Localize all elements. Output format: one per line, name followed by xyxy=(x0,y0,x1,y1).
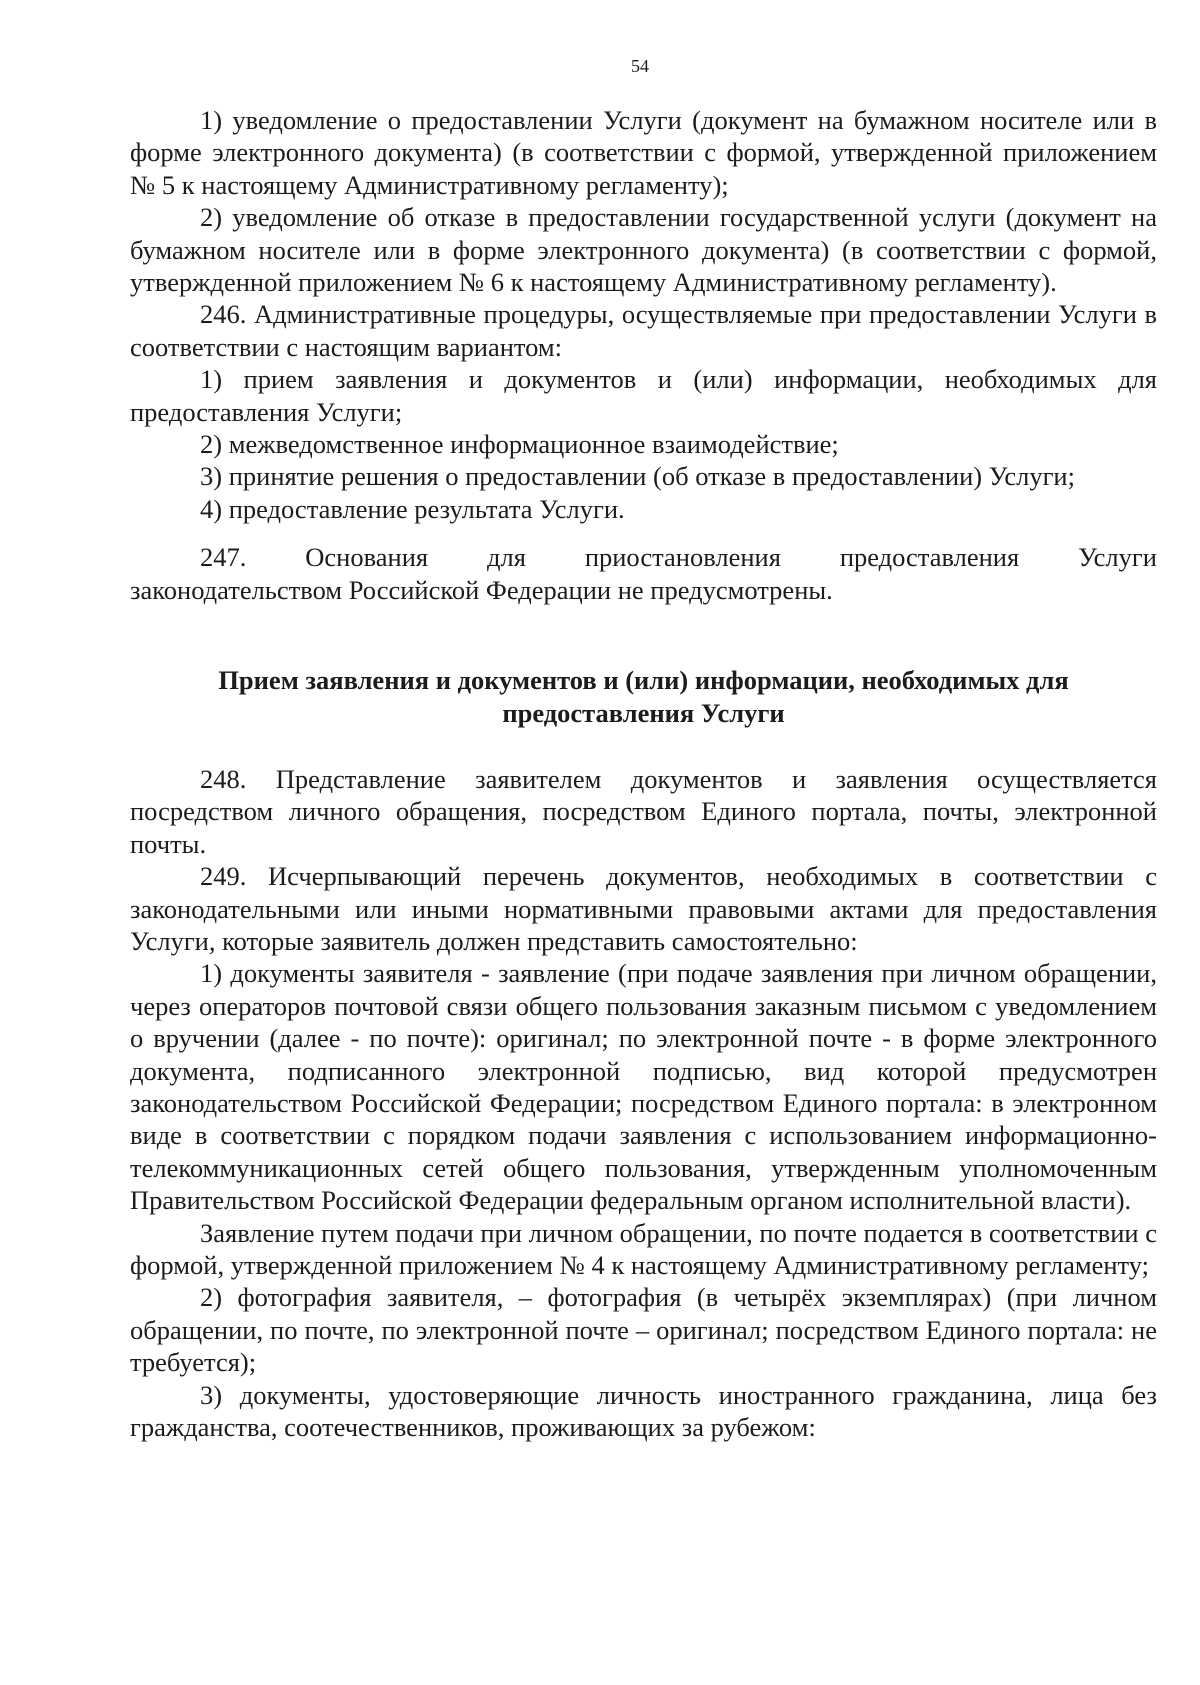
page-number: 54 xyxy=(631,56,649,76)
paragraph-247-continuation: законодательством Российской Федерации не предусмотрены. xyxy=(130,574,833,605)
paragraph-notification-provision: 1) уведомление о предоставлении Услуги (документ на бумажном носителе или в форме электронного документа) (в соответствии с формой, утвержденной приложением № 5 к настоящему Административному регламенту); xyxy=(130,105,1157,200)
list-item-photo: 2) фотография заявителя, – фотография (в четырёх экземплярах) (при личном обращении, по почте, по электронной почте – оригинал; посредством Единого портала: не требуется); xyxy=(130,1282,1157,1378)
p247-word: Основания xyxy=(305,542,429,573)
paragraph-246: 246. Административные процедуры, осуществляемые при предоставлении Услуги в соответствии с настоящим вариантом: xyxy=(130,299,1157,362)
list-item-applicant-documents: 1) документы заявителя - заявление (при подаче заявления при личном обращении, через операторов почтовой связи общего пользования заказным письмом с уведомлением о вручении (далее - по почте): оригинал; по электронной почте - в форме электронного документа, подписанного электронной подписью, вид которой предусмотрен законодательством Российской Федерации; посредством Единого портала: в электронном виде в соответствии с порядком подачи заявления с использованием информационно-телекоммуникационных сетей общего пользования, утвержденным уполномоченным Правительством Российской Федерации федеральным органом исполнительной власти). xyxy=(130,958,1157,1216)
paragraph-247 xyxy=(130,541,1157,606)
p247-word: для xyxy=(487,542,526,573)
p247-word: Услуги xyxy=(1078,542,1157,573)
paragraph-247-first-line xyxy=(130,541,1157,573)
list-item-identity-documents: 3) документы, удостоверяющие личность иностранного гражданина, лица без гражданства, соотечественников, проживающих за рубежом: xyxy=(130,1379,1157,1443)
list-item-result: 4) предоставление результата Услуги. xyxy=(200,493,625,524)
paragraph-249: 249. Исчерпывающий перечень документов, необходимых в соответствии с законодательными или иными нормативными правовыми актами для предоставления Услуги, которые заявитель должен представить самостоятельно: xyxy=(130,861,1157,956)
section-heading xyxy=(130,664,1157,729)
p247-word: приостановления xyxy=(584,542,781,573)
p247-word: 247. xyxy=(200,542,247,573)
list-item-interagency: 2) межведомственное информационное взаимодействие; xyxy=(200,429,839,460)
p247-word: предоставления xyxy=(839,542,1020,573)
section-heading-line-2: предоставления Услуги xyxy=(502,697,785,728)
paragraph-248: 248. Представление заявителем документов и заявления осуществляется посредством личного обращения, посредством Единого портала, почты, электронной почты. xyxy=(130,763,1157,859)
document-body xyxy=(130,104,1157,1443)
list-item-reception: 1) прием заявления и документов и (или) информации, необходимых для предоставления Услуги; xyxy=(130,364,1157,427)
paragraph-application-form: Заявление путем подачи при личном обращении, по почте подается в соответствии с формой, утвержденной приложением № 4 к настоящему Административному регламенту; xyxy=(130,1217,1157,1280)
paragraph-notification-refusal: 2) уведомление об отказе в предоставлении государственной услуги (документ на бумажном носителе или в форме электронного документа) (в соответствии с формой, утвержденной приложением № 6 к настоящему Административному регламенту). xyxy=(130,202,1157,298)
list-item-decision: 3) принятие решения о предоставлении (об отказе в предоставлении) Услуги; xyxy=(200,461,1075,492)
section-heading-line-1: Прием заявления и документов и (или) информации, необходимых для xyxy=(218,665,1069,696)
